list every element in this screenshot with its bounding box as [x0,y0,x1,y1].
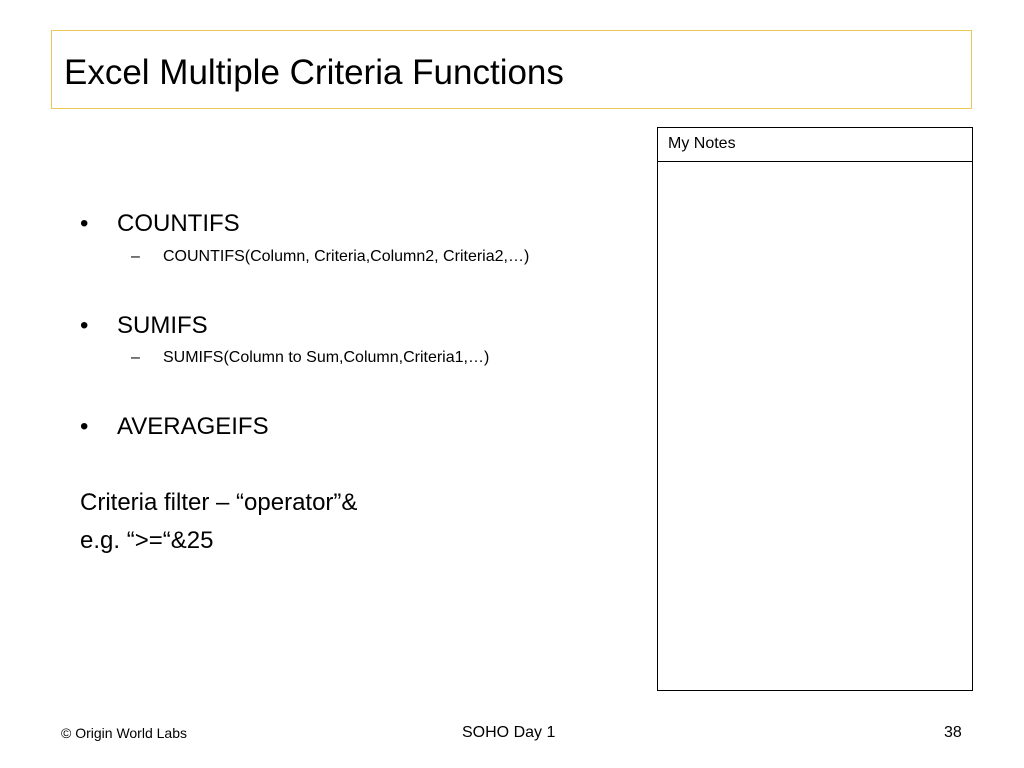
bullet-dot: • [80,312,89,339]
footer-center-text: SOHO Day 1 [462,724,556,741]
title-box [51,30,972,109]
notes-area[interactable] [658,162,972,690]
bullet-label: SUMIFS [117,312,208,339]
sub-bullet-dash: – [131,349,140,366]
bullet-dot: • [80,210,89,237]
notes-panel [657,127,973,691]
sub-bullet-dash: – [131,248,140,265]
page-number: 38 [944,724,962,741]
bullet-label: COUNTIFS [117,210,240,237]
criteria-filter-text: Criteria filter – “operator”& [80,489,358,516]
sub-bullet-text: COUNTIFS(Column, Criteria,Column2, Criteria2,…) [163,248,530,265]
bullet-dot: • [80,413,89,440]
criteria-example-text: e.g. “>=“&25 [80,527,214,554]
footer-copyright: © Origin World Labs [61,725,187,741]
bullet-label: AVERAGEIFS [117,413,269,440]
slide-title: Excel Multiple Criteria Functions [64,53,564,92]
notes-header: My Notes [658,128,972,162]
sub-bullet-text: SUMIFS(Column to Sum,Column,Criteria1,…) [163,349,490,366]
